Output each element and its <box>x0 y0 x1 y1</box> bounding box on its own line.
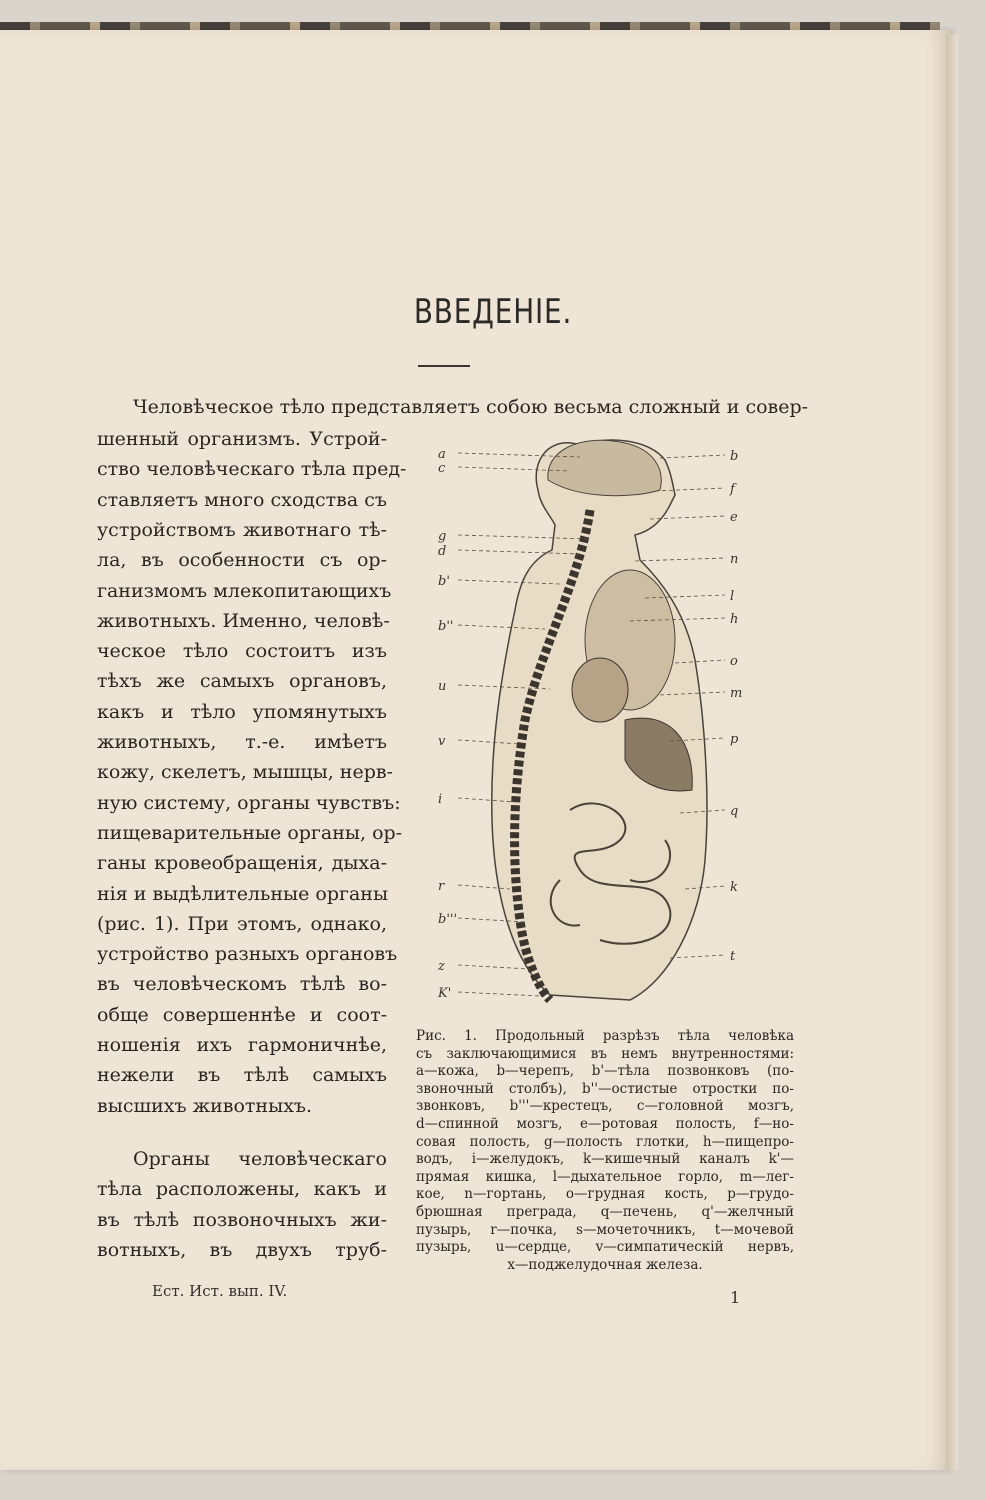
heart <box>572 658 628 722</box>
footer-signature: Ест. Ист. вып. IV. <box>152 1282 288 1300</box>
page-right-edge <box>946 34 958 1470</box>
body-text-line: въ человѣческомъ тѣлѣ во- <box>97 973 387 996</box>
body-text-line: устройствомъ животнаго тѣ- <box>97 518 387 541</box>
figure-label: e <box>730 510 738 525</box>
caption-line: совая полость, g—полость глотки, h—пищепро- <box>416 1133 794 1150</box>
caption-line: кое, n—гортань, o—грудная кость, p—грудо- <box>416 1186 794 1203</box>
body-text-line: животныхъ, т.-е. имѣетъ <box>97 731 387 753</box>
body-text-line: ла, въ особенности съ ор- <box>97 549 387 572</box>
first-line: Человѣческое тѣло представляетъ собою весьма сложный и совер- <box>133 396 809 418</box>
figure-label: b' <box>438 574 450 589</box>
figure-label: t <box>730 949 736 964</box>
caption-line: звонковъ, b'''—крестецъ, c—головной мозгъ, <box>416 1098 794 1115</box>
page-number: 1 <box>730 1288 741 1307</box>
figure-label: v <box>438 734 446 749</box>
figure-label: K' <box>438 986 452 1001</box>
caption-line: Рис. 1. Продольный разрѣзъ тѣла человѣка <box>416 1028 794 1044</box>
body-text-line: нія и выдѣлительные органы <box>97 882 389 905</box>
body-text-line: ганы кровеобращенія, дыха- <box>97 852 387 875</box>
body-text-line: ношенія ихъ гармоничнѣе, <box>97 1034 387 1056</box>
figure-label: b'' <box>438 619 454 634</box>
figure-label: n <box>730 552 739 567</box>
body-text-line: кожу, скелетъ, мышцы, нерв- <box>97 761 393 784</box>
figure-label: o <box>730 654 738 669</box>
body-text-line: какъ и тѣло упомянутыхъ <box>97 700 387 723</box>
figure-label: l <box>730 589 735 604</box>
title-rule <box>418 365 470 367</box>
figure-label: a <box>438 447 446 462</box>
caption-line: d—спинной мозгъ, e—ротовая полость, f—но- <box>416 1116 794 1132</box>
body-text-line: (рис. 1). При этомъ, однако, <box>97 912 387 935</box>
body-text-line: ставляетъ много сходства съ <box>97 488 387 511</box>
anatomy-figure <box>430 420 800 1020</box>
page-title: ВВЕДЕНІЕ. <box>413 292 573 332</box>
body-text-line: шенный организмъ. Устрой- <box>97 428 387 450</box>
caption-line: водъ, i—желудокъ, k—кишечный каналъ k'— <box>416 1151 794 1168</box>
caption-line: пузырь, r—почка, s—мочеточникъ, t—мочевой <box>416 1221 794 1238</box>
leader-line <box>635 558 725 561</box>
figure-label: b''' <box>438 912 458 927</box>
caption-line: брюшная преграда, q—печень, q'—желчный <box>416 1204 794 1220</box>
body-text-line: пищеварительные органы, ор- <box>97 821 403 844</box>
figure-label: b <box>730 449 739 464</box>
body-text-line: Органы человѣческаго <box>133 1148 387 1170</box>
body-text-line: устройство разныхъ органовъ <box>97 943 398 966</box>
caption-line: звоночный столбъ), b''—остистые отростки по- <box>416 1080 794 1097</box>
leader-line <box>458 992 540 996</box>
figure-label: u <box>438 679 447 694</box>
caption-line: съ заключающимися въ немъ внутренностями: <box>416 1045 794 1062</box>
figure-label: i <box>438 792 443 807</box>
figure-label: h <box>730 612 739 627</box>
body-text-line: животныхъ. Именно, человѣ- <box>97 609 390 632</box>
body-text-line: въ тѣлѣ позвоночныхъ жи- <box>97 1208 387 1231</box>
figure-label: p <box>730 732 739 747</box>
body-text-line: обще совершеннѣе и соот- <box>97 1003 387 1026</box>
figure-label: f <box>730 482 735 497</box>
figure-label: m <box>730 686 743 701</box>
body-text-line: вотныхъ, въ двухъ труб- <box>97 1238 387 1261</box>
caption-line: x—поджелудочная железа. <box>507 1256 703 1273</box>
body-text-line: нежели въ тѣлѣ самыхъ <box>97 1064 387 1087</box>
caption-line: пузырь, u—сердце, v—симпатическій нервъ, <box>416 1239 794 1256</box>
caption-line: a—кожа, b—черепъ, b'—тѣла позвонковъ (по- <box>416 1063 794 1080</box>
figure-label: g <box>438 529 447 544</box>
caption-line: прямая кишка, l—дыхательное горло, m—лег- <box>416 1168 794 1185</box>
body-text-line: высшихъ животныхъ. <box>97 1094 313 1117</box>
body-text-line: ганизмомъ млекопитающихъ <box>97 579 392 602</box>
body-text-line: ство человѣческаго тѣла пред- <box>97 458 407 481</box>
figure-label: z <box>438 959 445 974</box>
body-text-line: тѣхъ же самыхъ органовъ, <box>97 670 387 693</box>
figure-label: k <box>730 880 738 895</box>
figure-label: c <box>438 461 446 476</box>
figure-label: r <box>438 879 445 894</box>
figure-label: d <box>438 544 447 559</box>
leader-line <box>670 955 725 958</box>
body-text-line: тѣла расположены, какъ и <box>97 1178 387 1201</box>
figure-label: q <box>730 804 739 819</box>
leader-line <box>458 965 530 969</box>
body-text-line: ческое тѣло состоитъ изъ <box>97 640 387 663</box>
body-text-line: ную систему, органы чувствъ: <box>97 791 401 814</box>
leader-line <box>660 455 725 458</box>
